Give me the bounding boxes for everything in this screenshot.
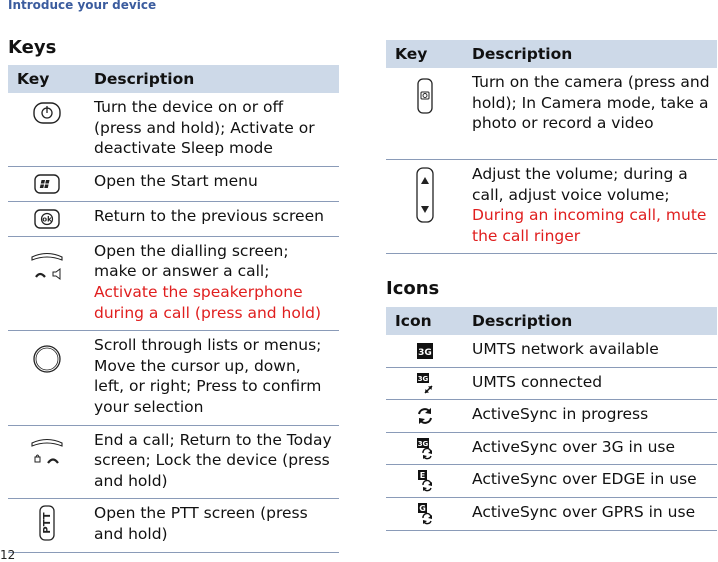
icons-col-desc-header: Description — [463, 307, 717, 335]
key-desc: Adjust the volume; during a call, adjust voice volume; During an incoming call, mute the call ringer — [463, 160, 717, 254]
svg-text:3G: 3G — [417, 374, 428, 383]
key-desc: Scroll through lists or menus; Move the cursor up, down, left, or right; Press to confirm your selection — [85, 331, 339, 425]
table-row — [8, 236, 339, 330]
keys-section-title: Keys — [8, 37, 57, 58]
svg-text:E: E — [419, 471, 425, 481]
table-row — [8, 331, 339, 425]
icon-desc: UMTS network available — [463, 335, 717, 367]
icon-desc: ActiveSync in progress — [463, 400, 717, 433]
table-row — [8, 499, 339, 552]
ok-key-icon — [32, 208, 62, 230]
page-number: 12 — [0, 548, 16, 562]
key-desc: Return to the previous screen — [85, 201, 339, 236]
svg-text:3G: 3G — [417, 348, 432, 358]
icon-desc: ActiveSync over 3G in use — [463, 432, 717, 465]
camera-key-icon — [415, 78, 435, 114]
umts-connected-icon — [414, 372, 436, 396]
power-key-icon — [32, 101, 62, 125]
volume-key-icon — [413, 167, 437, 223]
keys-continued-col-desc-header: Description — [463, 40, 717, 68]
table-row — [386, 160, 717, 254]
table-row — [8, 93, 339, 166]
icon-desc: UMTS connected — [463, 367, 717, 400]
icons-section-title: Icons — [386, 278, 440, 299]
svg-text:PTT: PTT — [41, 512, 53, 534]
navigation-key-icon — [32, 344, 62, 374]
table-row — [386, 465, 717, 498]
page-header: Introduce your device — [8, 0, 157, 12]
icons-col-icon-header: Icon — [386, 307, 463, 335]
keys-col-key-header: Key — [8, 65, 85, 93]
keys-continued-col-key-header: Key — [386, 40, 463, 68]
key-desc: Open the dialling screen; make or answer a call; Activate the speakerphone during a call (press and hold) — [85, 236, 339, 330]
keys-table — [8, 65, 339, 553]
activesync-edge-icon — [414, 469, 436, 493]
key-desc: Open the Start menu — [85, 166, 339, 201]
key-desc-highlight: Activate the speakerphone during a call (press and hold) — [94, 282, 322, 322]
table-row — [8, 425, 339, 499]
keys-continued-table — [386, 40, 717, 254]
key-desc: End a call; Return to the Today screen; Lock the device (press and hold) — [85, 425, 339, 499]
key-desc: Open the PTT screen (press and hold) — [85, 499, 339, 552]
activesync-3g-icon — [414, 437, 436, 461]
icon-desc: ActiveSync over EDGE in use — [463, 465, 717, 498]
key-desc-highlight: During an incoming call, mute the call ringer — [472, 206, 707, 245]
keys-col-desc-header: Description — [85, 65, 339, 93]
ptt-key-icon — [32, 505, 62, 541]
table-row — [386, 367, 717, 400]
end-key-icon — [29, 437, 65, 471]
table-row — [386, 497, 717, 530]
svg-text:ok: ok — [41, 215, 52, 224]
activesync-icon — [414, 405, 436, 427]
key-desc: Turn on the camera (press and hold); In Camera mode, take a photo or record a video — [463, 68, 717, 160]
table-row — [386, 432, 717, 465]
svg-text:G: G — [418, 503, 426, 513]
umts-network-icon — [416, 342, 434, 360]
table-row — [8, 201, 339, 236]
start-menu-key-icon — [32, 173, 62, 195]
svg-text:3G: 3G — [417, 439, 428, 448]
activesync-gprs-icon — [414, 502, 436, 526]
table-row — [386, 400, 717, 433]
table-row — [386, 335, 717, 367]
icons-table — [386, 307, 717, 531]
key-desc: Turn the device on or off (press and hold); Activate or deactivate Sleep mode — [85, 93, 339, 166]
dial-key-icon — [29, 251, 65, 285]
table-row — [8, 166, 339, 201]
icon-desc: ActiveSync over GPRS in use — [463, 497, 717, 530]
table-row — [386, 68, 717, 160]
